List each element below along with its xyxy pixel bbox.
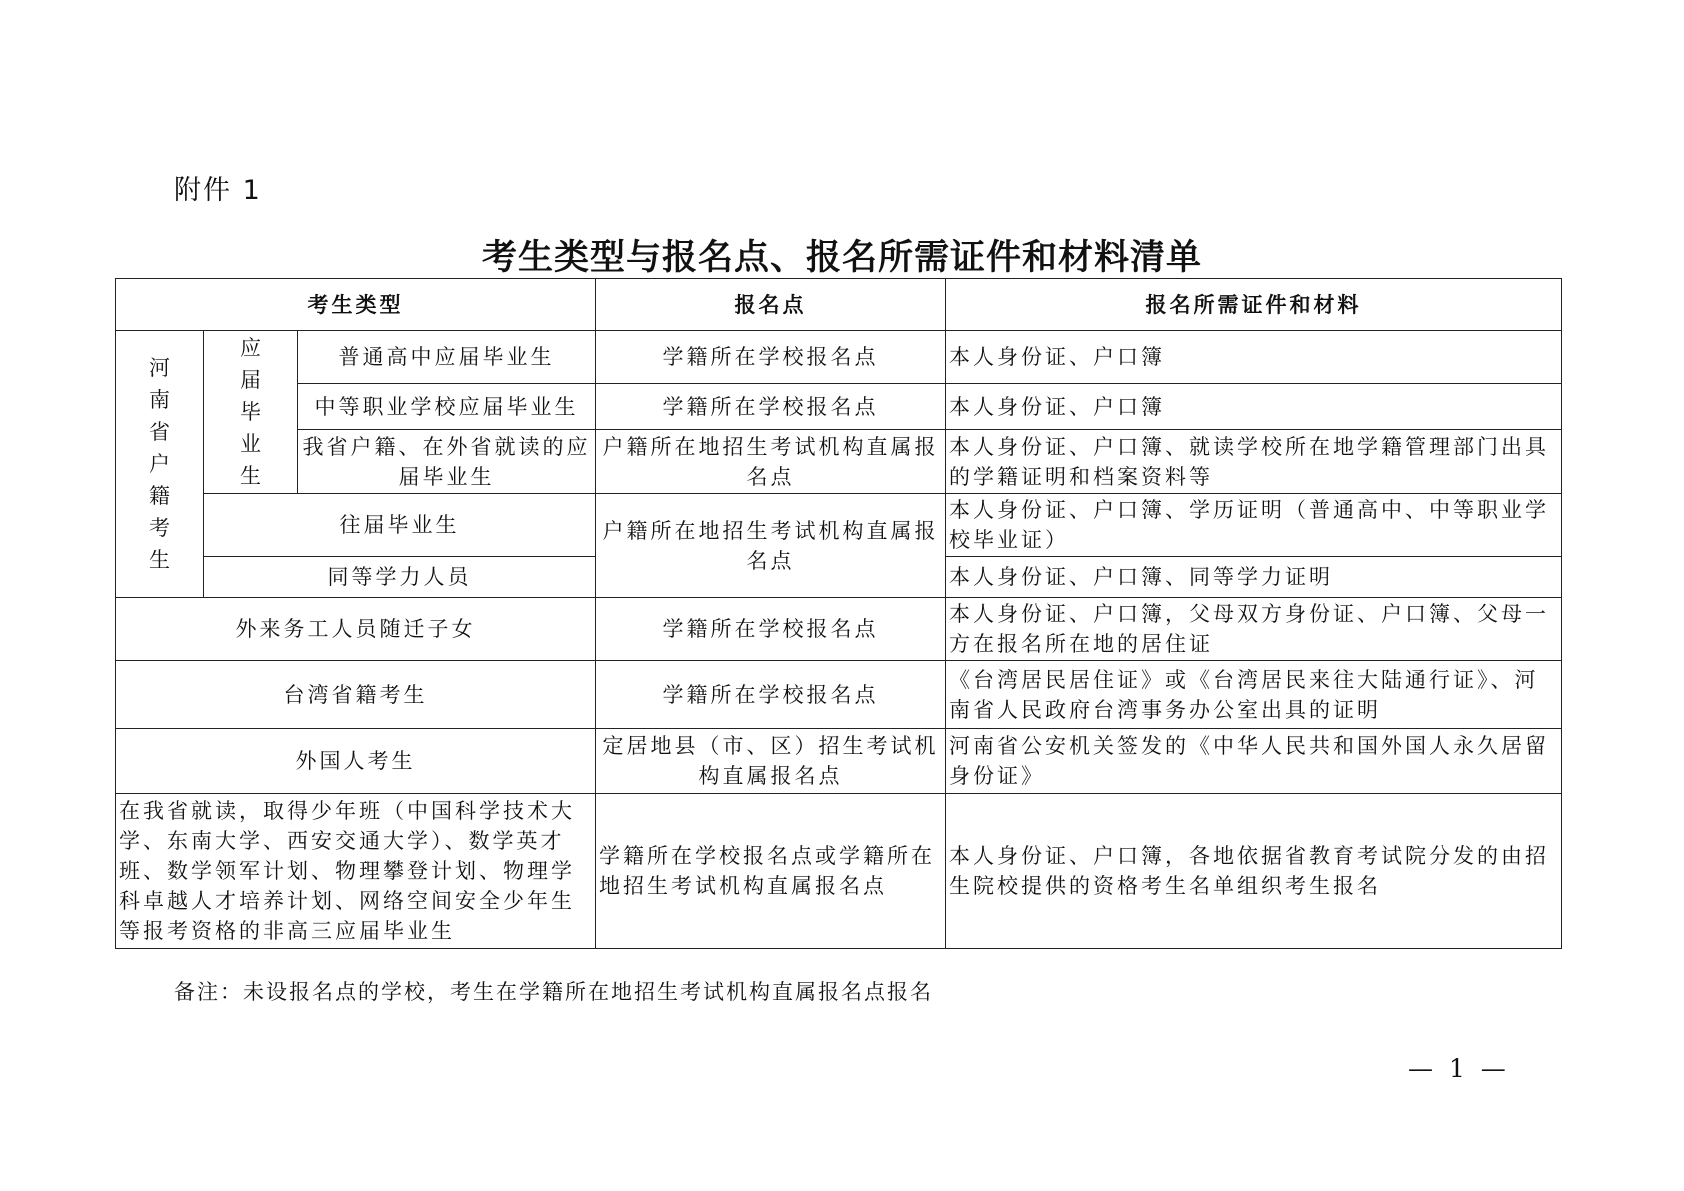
row-type: 台湾省籍考生: [116, 661, 596, 729]
header-type: 考生类型: [116, 279, 596, 331]
row-type: 同等学力人员: [204, 557, 596, 598]
henan-char: 户: [149, 452, 170, 476]
attachment-label: 附件 1: [174, 175, 262, 206]
table-row: [116, 494, 1562, 557]
graduate-char: 业: [240, 432, 261, 456]
row-type: 我省户籍、在外省就读的应届毕业生: [298, 430, 596, 494]
row-materials: 本人身份证、户口簿，父母双方身份证、户口簿、父母一方在报名所在地的居住证: [946, 598, 1562, 661]
row-type: 外来务工人员随迁子女: [116, 598, 596, 661]
footnote: 备注：未设报名点的学校，考生在学籍所在地招生考试机构直属报名点报名: [174, 980, 933, 1004]
row-type: 外国人考生: [116, 729, 596, 794]
document-title: 考生类型与报名点、报名所需证件和材料清单: [481, 237, 1202, 278]
table-row: [116, 794, 1562, 949]
graduate-char: 届: [240, 368, 261, 392]
row-materials: 本人身份证、户口簿，各地依据省教育考试院分发的由招生院校提供的资格考生名单组织考生报名: [946, 794, 1562, 949]
row-materials: 本人身份证、户口簿、就读学校所在地学籍管理部门出具的学籍证明和档案资料等: [946, 430, 1562, 494]
row-site: 户籍所在地招生考试机构直属报名点: [596, 494, 946, 598]
row-site: 学籍所在学校报名点或学籍所在地招生考试机构直属报名点: [596, 794, 946, 949]
row-materials: 本人身份证、户口簿: [946, 384, 1562, 430]
table-row: [116, 331, 1562, 384]
row-site: 户籍所在地招生考试机构直属报名点: [596, 430, 946, 494]
row-materials: 本人身份证、户口簿、同等学力证明: [946, 557, 1562, 598]
table-row: [116, 729, 1562, 794]
henan-char: 河: [149, 356, 170, 380]
row-type: 普通高中应届毕业生: [298, 331, 596, 384]
henan-char: 省: [149, 420, 170, 444]
row-materials: 《台湾居民居住证》或《台湾居民来往大陆通行证》、河南省人民政府台湾事务办公室出具的证明: [946, 661, 1562, 729]
table-row: [116, 384, 1562, 430]
row-type: 在我省就读，取得少年班（中国科学技术大学、东南大学、西安交通大学）、数学英才班、数学领军计划、物理攀登计划、物理学科卓越人才培养计划、网络空间安全少年生等报考资格的非高三应届毕业生: [116, 794, 596, 949]
henan-char: 生: [149, 548, 170, 572]
row-site: 学籍所在学校报名点: [596, 661, 946, 729]
row-type: 中等职业学校应届毕业生: [298, 384, 596, 430]
graduate-group-label: [204, 331, 298, 494]
henan-char: 考: [149, 516, 170, 540]
graduate-char: 生: [240, 464, 261, 488]
row-type: 往届毕业生: [204, 494, 596, 557]
row-materials: 本人身份证、户口簿: [946, 331, 1562, 384]
row-materials: 本人身份证、户口簿、学历证明（普通高中、中等职业学校毕业证）: [946, 494, 1562, 557]
header-row: [116, 279, 1562, 331]
header-site: 报名点: [596, 279, 946, 331]
row-site: 学籍所在学校报名点: [596, 331, 946, 384]
henan-group-label: [116, 331, 204, 598]
registration-table: [115, 278, 1562, 949]
row-site: 学籍所在学校报名点: [596, 598, 946, 661]
graduate-char: 应: [240, 336, 261, 360]
row-site: 学籍所在学校报名点: [596, 384, 946, 430]
page-number: — 1 —: [1408, 1054, 1510, 1083]
header-materials: 报名所需证件和材料: [946, 279, 1562, 331]
row-site: 定居地县（市、区）招生考试机构直属报名点: [596, 729, 946, 794]
table-row: [116, 430, 1562, 494]
henan-char: 南: [149, 388, 170, 412]
henan-char: 籍: [149, 484, 170, 508]
graduate-char: 毕: [240, 400, 261, 424]
row-materials: 河南省公安机关签发的《中华人民共和国外国人永久居留身份证》: [946, 729, 1562, 794]
table-row: [116, 598, 1562, 661]
table-row: [116, 661, 1562, 729]
